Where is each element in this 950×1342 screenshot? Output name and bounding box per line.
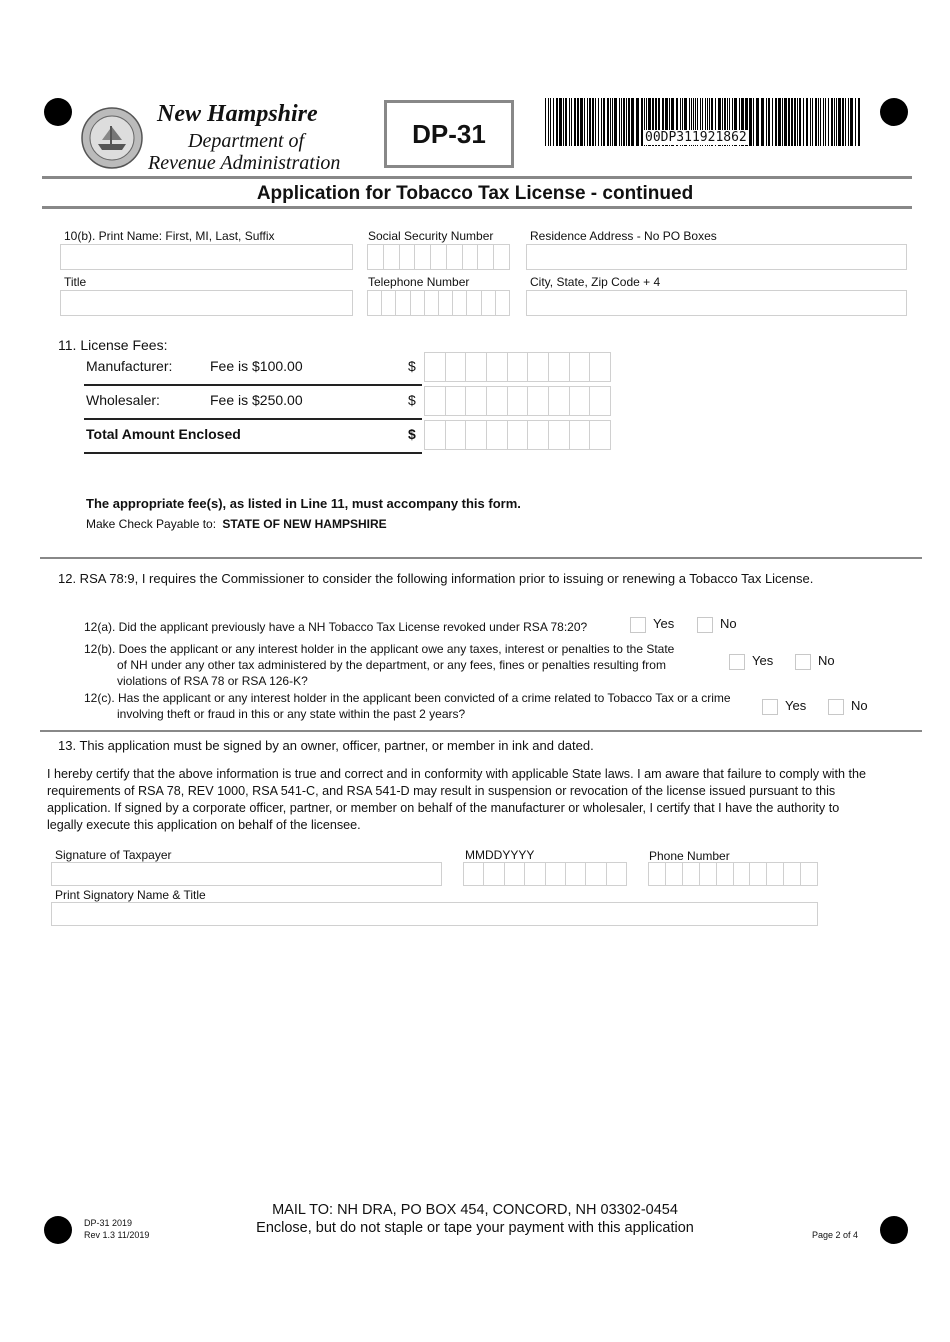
print-name-field[interactable] (60, 244, 353, 270)
question-12b-line1: 12(b). Does the applicant or any interest holder in the applicant owe any taxes, interest or penalties to the State (84, 642, 675, 656)
fee-note: The appropriate fee(s), as listed in Line 11, must accompany this form. (86, 496, 521, 511)
signature-field[interactable] (51, 862, 442, 886)
telephone-label: Telephone Number (368, 275, 470, 289)
form-code-box (384, 100, 514, 168)
ssn-field[interactable] (367, 244, 510, 270)
12c-no-label: No (851, 698, 868, 713)
barcode (545, 98, 863, 146)
12a-yes-label: Yes (653, 616, 675, 631)
question-12c-line2: involving theft or fraud in this or any state within the past 2 years? (117, 707, 466, 721)
footer-page: Page 2 of 4 (812, 1230, 859, 1240)
city-state-zip-field[interactable] (526, 290, 907, 316)
title-divider (42, 206, 912, 209)
payable-name: STATE OF NEW HAMPSHIRE (222, 517, 387, 531)
12b-yes-label: Yes (752, 653, 774, 668)
fee-row-divider (84, 418, 422, 420)
ssn-label: Social Security Number (368, 229, 494, 243)
residence-address-field[interactable] (526, 244, 907, 270)
print-signatory-field[interactable] (51, 902, 818, 926)
manufacturer-amount-field[interactable] (424, 352, 611, 382)
telephone-field[interactable] (367, 290, 510, 316)
12c-yes-checkbox[interactable] (762, 699, 778, 715)
certify-line1: I hereby certify that the above information is true and correct and in conformity with applicable State laws. I am aware that failure to comply with the (47, 767, 866, 781)
license-fees-heading: 11. License Fees: (58, 337, 168, 353)
12a-yes-checkbox[interactable] (630, 617, 646, 633)
section-divider (40, 730, 922, 732)
certify-line2: requirements of RSA 78, REV 1000, RSA 541-C, and RSA 541-D may result in suspension or revocation of the license issued pursuant to this (47, 784, 836, 798)
header-divider (42, 176, 912, 179)
12a-no-checkbox[interactable] (697, 617, 713, 633)
registration-mark (44, 98, 72, 126)
question-12a: 12(a). Did the applicant previously have a NH Tobacco Tax License revoked under RSA 78:20? (84, 620, 588, 634)
total-amount-label: Total Amount Enclosed (86, 426, 241, 442)
page-title: Application for Tobacco Tax License - continued (256, 183, 694, 204)
wholesaler-fee: Fee is $250.00 (210, 392, 303, 408)
manufacturer-label: Manufacturer: (86, 358, 173, 374)
registration-mark (880, 98, 908, 126)
date-label: MMDDYYYY (465, 848, 535, 862)
form-code: DP-31 (412, 118, 486, 149)
total-amount-field[interactable] (424, 420, 611, 450)
12c-no-checkbox[interactable] (828, 699, 844, 715)
footer-rev: Rev 1.3 11/2019 (84, 1230, 150, 1240)
signature-label: Signature of Taxpayer (55, 848, 172, 862)
question-12b-line2: of NH under any other tax administered by the department, or any fees, fines or penalties resulting from (117, 658, 666, 672)
question-12c-line1: 12(c). Has the applicant or any interest holder in the applicant been convicted of a crime related to Tobacco Tax or a crime (84, 691, 731, 705)
12b-no-checkbox[interactable] (795, 654, 811, 670)
state-name: New Hampshire (157, 101, 318, 127)
section-divider (40, 557, 922, 559)
manufacturer-fee: Fee is $100.00 (210, 358, 303, 374)
manufacturer-currency: $ (408, 358, 416, 374)
title-field[interactable] (60, 290, 353, 316)
date-field[interactable] (463, 862, 627, 886)
fee-row-divider (84, 452, 422, 454)
12c-yes-label: Yes (785, 698, 807, 713)
wholesaler-label: Wholesaler: (86, 392, 160, 408)
wholesaler-currency: $ (408, 392, 416, 408)
state-seal-icon (80, 106, 144, 170)
12a-no-label: No (720, 616, 737, 631)
section13-heading: 13. This application must be signed by an owner, officer, partner, or member in ink and dated. (58, 738, 594, 753)
dept-line2: Revenue Administration (148, 152, 341, 174)
payable-prefix: Make Check Payable to: (86, 517, 217, 531)
footer-form-id: DP-31 2019 (84, 1218, 133, 1228)
total-currency: $ (408, 426, 416, 442)
fee-row-divider (84, 384, 422, 386)
section12-intro: 12. RSA 78:9, I requires the Commissioner to consider the following information prior to issuing or renewing a Tobacco Tax License. (58, 571, 814, 586)
wholesaler-amount-field[interactable] (424, 386, 611, 416)
print-name-label: 10(b). Print Name: First, MI, Last, Suffix (64, 229, 275, 243)
certify-line3: application. If signed by a corporate officer, partner, or member on behalf of the manufacturer or wholesaler, I certify that I have the authority to (47, 801, 840, 815)
city-state-zip-label: City, State, Zip Code + 4 (530, 275, 661, 289)
phone-number-field[interactable] (648, 862, 818, 886)
payable-line (86, 517, 387, 531)
dept-line1: Department of (188, 130, 305, 152)
footer-enclose: Enclose, but do not staple or tape your payment with this application (256, 1220, 694, 1236)
residence-address-label: Residence Address - No PO Boxes (530, 229, 717, 243)
certify-line4: legally execute this application on behalf of the licensee. (47, 818, 361, 832)
12b-no-label: No (818, 653, 835, 668)
question-12b-line3: violations of RSA 78 or RSA 126-K? (117, 674, 308, 688)
barcode-text: 00DP311921862 (645, 130, 747, 145)
phone-number-label: Phone Number (649, 849, 730, 863)
footer-mail-to: MAIL TO: NH DRA, PO BOX 454, CONCORD, NH 03302-0454 (272, 1202, 678, 1218)
print-signatory-label: Print Signatory Name & Title (55, 888, 206, 902)
title-label: Title (64, 275, 87, 289)
12b-yes-checkbox[interactable] (729, 654, 745, 670)
